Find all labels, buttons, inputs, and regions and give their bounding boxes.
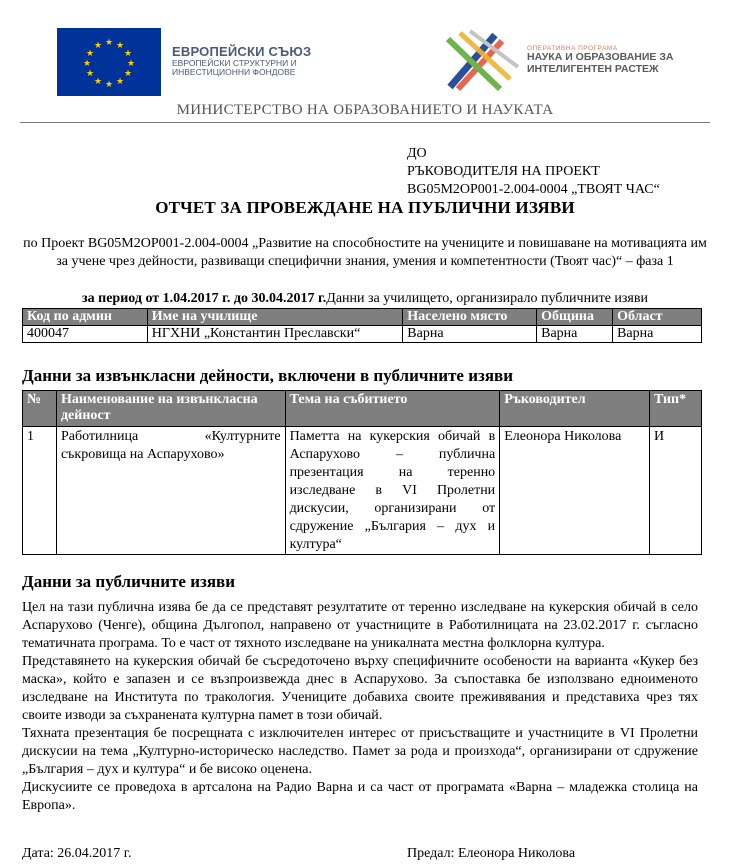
report-date: Дата: 26.04.2017 г. — [22, 846, 132, 861]
submitted-by: Предал: Елеонора Николова — [407, 846, 576, 861]
eu-logo-text — [172, 45, 311, 76]
addressee-block — [407, 145, 660, 199]
col-header-event-topic: Тема на събитието — [285, 391, 500, 427]
period-dates: за период от 1.04.2017 г. до 30.04.2017 г. — [82, 291, 327, 306]
header-divider — [20, 122, 710, 123]
school-code: 400047 — [23, 326, 148, 343]
activity-name: Работилница «Културните съкровища на Аспарухово» — [56, 427, 285, 555]
school-region: Варна — [613, 326, 702, 343]
svg-text:★: ★ — [115, 77, 125, 87]
svg-text:★: ★ — [85, 49, 95, 59]
op-logo-text — [527, 45, 674, 75]
school-table-header-row — [23, 309, 702, 326]
svg-text:★: ★ — [85, 69, 95, 79]
document-title: ОТЧЕТ ЗА ПРОВЕЖДАНЕ НА ПУБЛИЧНИ ИЗЯВИ — [155, 198, 575, 217]
op-title-2: ИНТЕЛИГЕНТЕН РАСТЕЖ — [527, 62, 659, 75]
school-municipality: Варна — [537, 326, 613, 343]
page-header — [0, 0, 730, 125]
public-events-heading: Данни за публичните изяви — [22, 572, 236, 591]
svg-text:★: ★ — [104, 80, 114, 90]
col-header-leader: Ръководител — [500, 391, 650, 427]
svg-text:★: ★ — [93, 41, 103, 51]
school-table — [22, 308, 702, 343]
paragraph: Цел на тази публична изява бе да се представят резултатите от теренно изследване на кукерския обичай в село Аспарухово (Ченге), община Дългопол, направено от участниците в Работилницата на 23.02.2017 г. съгласно тематичната програма. То е част от тяхното изследване на уникалната местна фолклорна култура. — [22, 600, 698, 651]
activity-type: И — [650, 427, 702, 555]
svg-text:★: ★ — [104, 38, 114, 48]
svg-text:★: ★ — [93, 77, 103, 87]
school-data-label: Данни за училището, организирало публичните изяви — [326, 291, 648, 306]
svg-text:★: ★ — [123, 49, 133, 59]
addressee-line-2: РЪКОВОДИТЕЛЯ НА ПРОЕКТ — [407, 164, 600, 179]
col-header-activity-name: Наименование на извънкласна дейност — [56, 391, 285, 427]
op-title-1: НАУКА И ОБРАЗОВАНИЕ ЗА — [527, 51, 674, 64]
activities-heading: Данни за извънкласни дейности, включени в публичните изяви — [22, 366, 514, 385]
svg-text:★: ★ — [123, 69, 133, 79]
col-header-settlement: Населено място — [403, 309, 537, 326]
eu-subtitle-2: ИНВЕСТИЦИОННИ ФОНДОВЕ — [172, 66, 296, 77]
addressee-line-1: ДО — [407, 146, 427, 161]
col-header-school-name: Име на училище — [147, 309, 403, 326]
activities-table-header-row — [23, 391, 702, 427]
addressee-line-3: BG05M2OP001-2.004-0004 „ТВОЯТ ЧАС“ — [407, 182, 660, 197]
table-row — [23, 427, 702, 555]
school-name: НГХНИ „Константин Преславски“ — [147, 326, 403, 343]
ministry-name: МИНИСТЕРСТВО НА ОБРАЗОВАНИЕТО И НАУКАТА — [176, 102, 554, 118]
eu-subtitle-1: ЕВРОПЕЙСКИ СТРУКТУРНИ И — [172, 57, 297, 68]
paragraph: Тяхната презентация бе посрещната с изключителен интерес от присъстващите и участниците в VI Пролетни дискусии на тема „Културно-историческо наследство. Памет за рода и произхода“, организирани от сдружение „България – дух и култура“ и бе високо оценена. — [22, 726, 698, 777]
school-settlement: Варна — [403, 326, 537, 343]
col-header-municipality: Община — [537, 309, 613, 326]
svg-text:★: ★ — [126, 59, 136, 69]
col-header-region: Област — [613, 309, 702, 326]
activities-table — [22, 390, 702, 555]
eu-title: ЕВРОПЕЙСКИ СЪЮЗ — [172, 44, 312, 59]
paragraph: Дискусиите се проведоха в артсалона на Радио Варна и са част от програмата «Варна – младежка столица на Европа». — [22, 780, 698, 813]
eu-flag-icon — [57, 28, 161, 96]
table-row — [23, 326, 702, 343]
col-header-code: Код по админ — [23, 309, 148, 326]
col-header-type: Тип* — [650, 391, 702, 427]
svg-text:★: ★ — [115, 41, 125, 51]
public-events-description — [22, 599, 698, 815]
report-period — [22, 291, 708, 307]
activity-number: 1 — [23, 427, 57, 555]
svg-text:★: ★ — [82, 59, 92, 69]
activity-leader: Елеонора Николова — [500, 427, 650, 555]
event-topic: Паметта на кукерския обичай в Аспарухово – публична презентация на теренно изследване в VI Пролетни дискусии, организирани от сдружение „България – дух и култура“ — [285, 427, 500, 555]
project-description: по Проект BG05M2OP001-2.004-0004 „Развитие на способностите на учениците и повишаване на мотивацията им за учене чрез дейности, развиващи специфични знания, умения и компетентности (Твоят час)“ – фаза 1 — [23, 236, 707, 269]
paragraph: Представянето на кукерския обичай бе съсредоточено върху специфичните особености на варианта «Кукер без маска», който е запазен и се възпроизвежда днес в Аспарухово. За съпоставка бе използвано едноименото изследване на Института по тракология. Учениците добавиха своите преживявания и представиха чрез тях своите изводи за съхранената културна памет в този обичай. — [22, 654, 698, 723]
operational-programme-logo-icon — [440, 27, 522, 95]
col-header-number: № — [23, 391, 57, 427]
op-small-label: ОПЕРАТИВНА ПРОГРАМА — [527, 45, 618, 52]
